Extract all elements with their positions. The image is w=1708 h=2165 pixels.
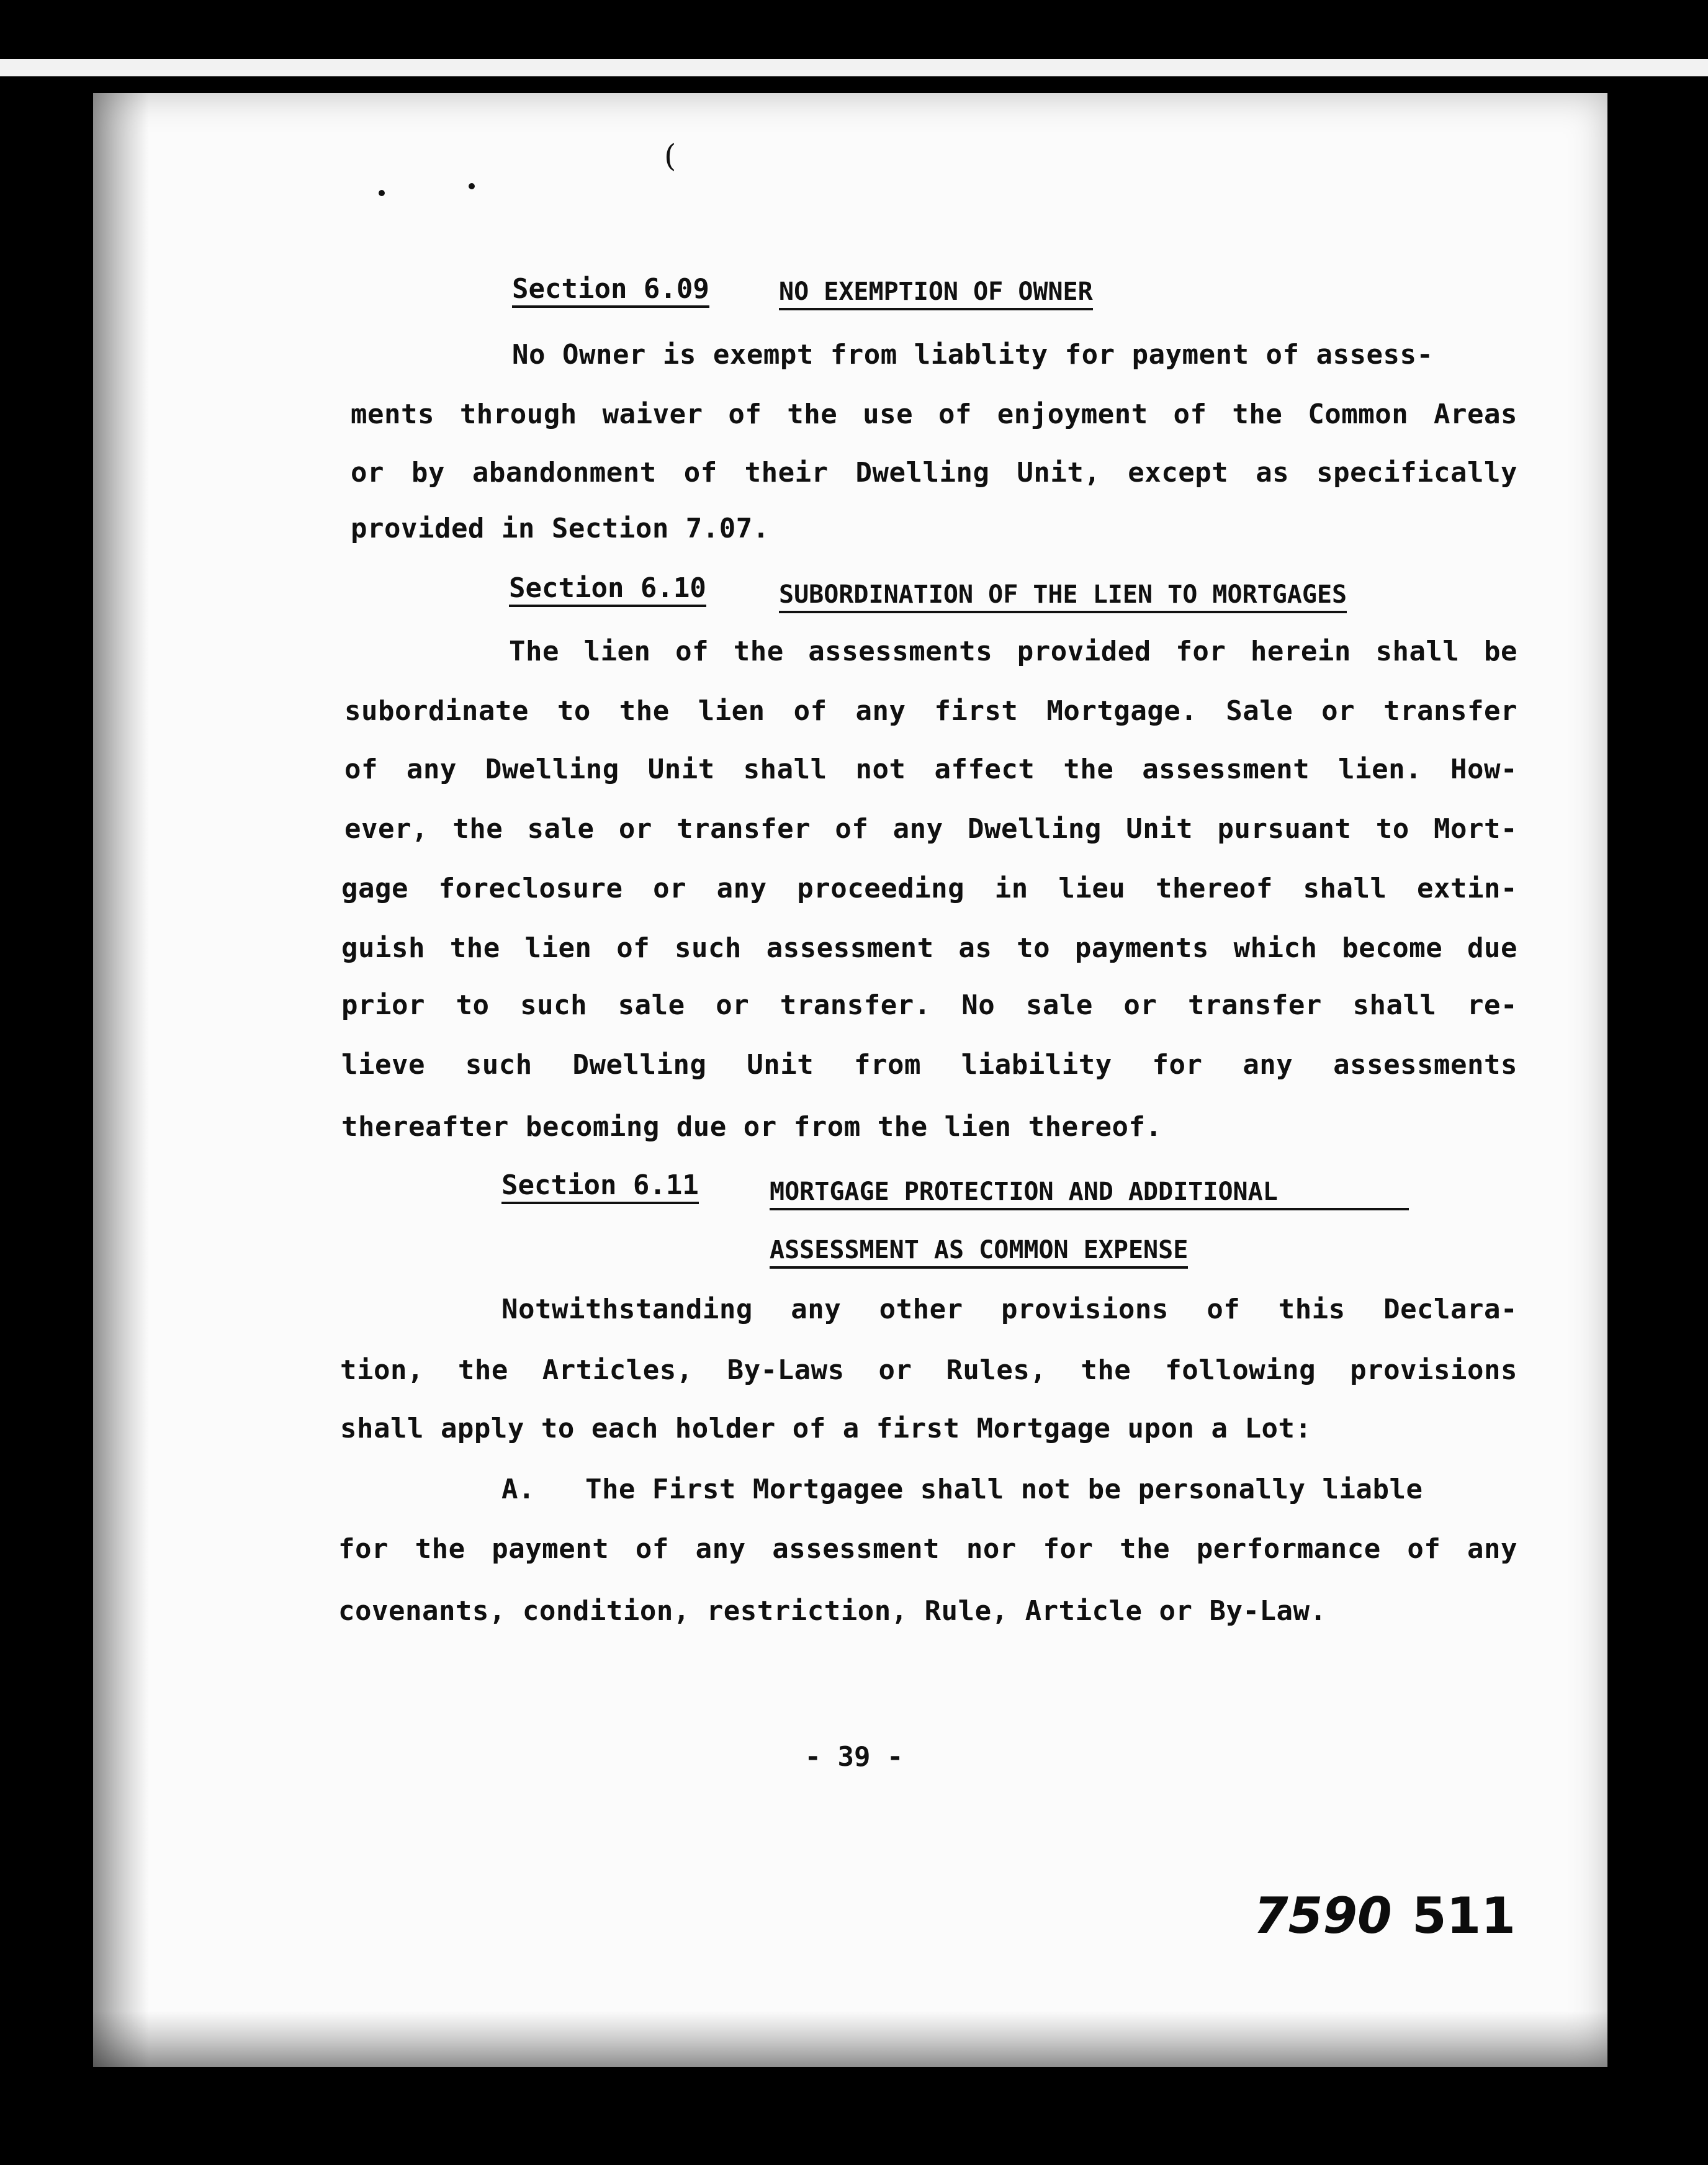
section-609-line: provided in Section 7.07. <box>351 513 770 544</box>
section-611-title-line2: ASSESSMENT AS COMMON EXPENSE <box>770 1234 1188 1269</box>
punch-dot <box>379 190 385 196</box>
section-610-line: prior to such sale or transfer. No sale or transfer shall re- <box>341 989 1517 1021</box>
section-610-line: guish the lien of such assessment as to payments which become due <box>341 932 1517 964</box>
section-609-line: or by abandonment of their Dwelling Unit, except as specifically <box>351 457 1517 488</box>
section-610-line: of any Dwelling Unit shall not affect the assessment lien. How- <box>344 754 1517 785</box>
record-page-number: 511 <box>1412 1887 1516 1945</box>
section-610-line: The lien of the assessments provided for herein shall be <box>509 636 1517 667</box>
stray-parenthesis: ( <box>664 138 676 174</box>
section-610-line: thereafter becoming due or from the lien thereof. <box>341 1111 1162 1143</box>
section-611-title-line1: MORTGAGE PROTECTION AND ADDITIONAL <box>770 1176 1409 1210</box>
punch-dot <box>469 183 475 189</box>
page-number: - 39 - <box>804 1741 904 1773</box>
section-611-item-a-line: covenants, condition, restriction, Rule, Article or By-Law. <box>338 1595 1327 1627</box>
section-610-line: gage foreclosure or any proceeding in lieu thereof shall extin- <box>341 873 1517 904</box>
section-611-line: shall apply to each holder of a first Mortgage upon a Lot: <box>340 1413 1312 1444</box>
scan-top-strip <box>0 59 1708 76</box>
section-610-line: ever, the sale or transfer of any Dwelling Unit pursuant to Mort- <box>344 813 1517 845</box>
section-610-title: SUBORDINATION OF THE LIEN TO MORTGAGES <box>779 578 1347 613</box>
section-611-number: Section 6.11 <box>501 1169 699 1204</box>
section-609-title: NO EXEMPTION OF OWNER <box>779 276 1093 310</box>
section-610-line: lieve such Dwelling Unit from liability for any assessments <box>341 1049 1517 1081</box>
scan-shadow-bottom <box>93 2011 1607 2067</box>
section-609-number: Section 6.09 <box>512 273 709 308</box>
section-610-line: subordinate to the lien of any first Mortgage. Sale or transfer <box>344 695 1517 727</box>
record-book-number: 7590 <box>1254 1887 1392 1945</box>
section-609-line: No Owner is exempt from liablity for payment of assess- <box>512 339 1434 371</box>
section-610-number: Section 6.10 <box>509 572 706 607</box>
section-609-line: ments through waiver of the use of enjoyment of the Common Areas <box>351 398 1517 430</box>
section-611-item-a-line: A. The First Mortgagee shall not be personally liable <box>501 1474 1423 1505</box>
section-611-line: Notwithstanding any other provisions of this Declara- <box>501 1294 1517 1325</box>
section-611-item-a-line: for the payment of any assessment nor for the performance of any <box>338 1533 1517 1565</box>
section-611-line: tion, the Articles, By-Laws or Rules, the following provisions <box>340 1354 1517 1386</box>
